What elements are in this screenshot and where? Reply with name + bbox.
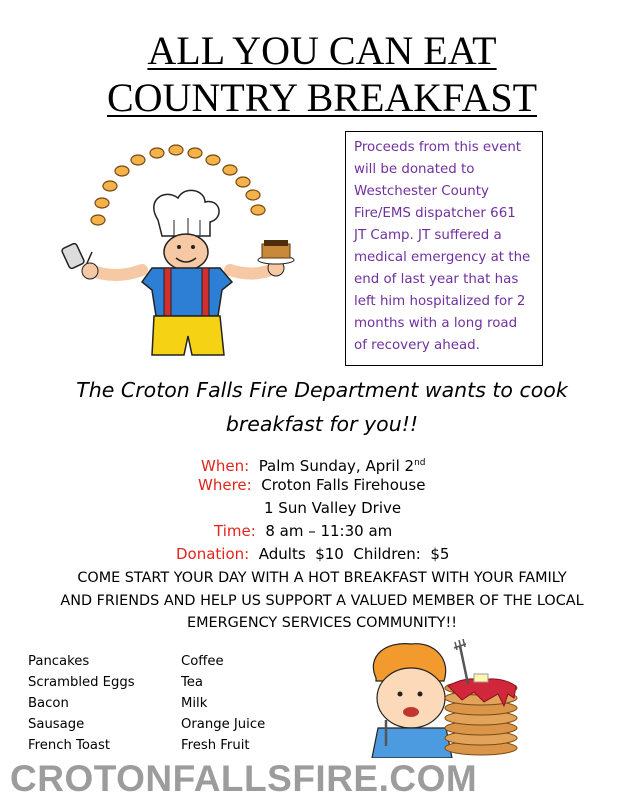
proceeds-line: months with a long road bbox=[354, 316, 518, 331]
callout-line-2: AND FRIENDS AND HELP US SUPPORT A VALUED MEMBER OF THE LOCAL bbox=[60, 593, 584, 609]
proceeds-line: of recovery ahead. bbox=[354, 338, 480, 353]
when-label: When: bbox=[201, 457, 250, 475]
time-row bbox=[214, 520, 392, 542]
menu-item: Pancakes bbox=[28, 654, 90, 669]
where-address: 1 Sun Valley Drive bbox=[264, 499, 402, 517]
where-label: Where: bbox=[198, 476, 252, 494]
time-value: 8 am – 11:30 am bbox=[265, 522, 393, 540]
donation-value: Adults $10 Children: $5 bbox=[258, 545, 450, 563]
menu-item: Bacon bbox=[28, 696, 69, 711]
where-row bbox=[198, 474, 425, 496]
proceeds-line: will be donated to bbox=[354, 162, 475, 177]
menu-drinks-list bbox=[181, 651, 265, 756]
menu-item: Sausage bbox=[28, 717, 85, 732]
callout-line-1: COME START YOUR DAY WITH A HOT BREAKFAST WITH YOUR FAMILY bbox=[77, 570, 567, 586]
proceeds-line: end of last year that has bbox=[354, 272, 519, 287]
proceeds-line: JT Camp. JT suffered a bbox=[354, 228, 502, 243]
when-suffix: nd bbox=[414, 458, 426, 468]
proceeds-line: Fire/EMS dispatcher 661 bbox=[354, 206, 516, 221]
donation-row bbox=[176, 543, 449, 565]
menu-item: Milk bbox=[181, 696, 208, 711]
menu-food-list bbox=[28, 651, 135, 756]
where-value: Croton Falls Firehouse bbox=[261, 476, 426, 494]
proceeds-line: medical emergency at the bbox=[354, 250, 531, 265]
proceeds-line: Westchester County bbox=[354, 184, 489, 199]
kid-eating-pancakes-illustration bbox=[356, 636, 526, 758]
menu-item: French Toast bbox=[28, 738, 111, 753]
proceeds-note-box bbox=[345, 131, 543, 366]
menu-item: Scrambled Eggs bbox=[28, 675, 135, 690]
footer-website: CROTONFALLSFIRE.COM bbox=[10, 758, 478, 799]
donation-label: Donation: bbox=[176, 545, 250, 563]
proceeds-line: Proceeds from this event bbox=[354, 140, 522, 155]
time-label: Time: bbox=[214, 522, 256, 540]
callout-line-3: EMERGENCY SERVICES COMMUNITY!! bbox=[186, 615, 457, 631]
title-line-1: ALL YOU CAN EAT bbox=[147, 28, 497, 73]
tagline-line-2: breakfast for you!! bbox=[225, 412, 419, 436]
title-line-2: COUNTRY BREAKFAST bbox=[106, 75, 538, 120]
when-value: Palm Sunday, April 2 bbox=[258, 457, 415, 475]
menu-item: Orange Juice bbox=[181, 717, 266, 732]
chef-juggling-pancakes-illustration bbox=[60, 140, 310, 370]
menu-item: Tea bbox=[181, 675, 204, 690]
tagline-line-1: The Croton Falls Fire Department wants to cook bbox=[76, 378, 568, 402]
proceeds-line: left him hospitalized for 2 bbox=[354, 294, 526, 309]
menu-item: Coffee bbox=[181, 654, 224, 669]
menu-item: Fresh Fruit bbox=[181, 738, 250, 753]
